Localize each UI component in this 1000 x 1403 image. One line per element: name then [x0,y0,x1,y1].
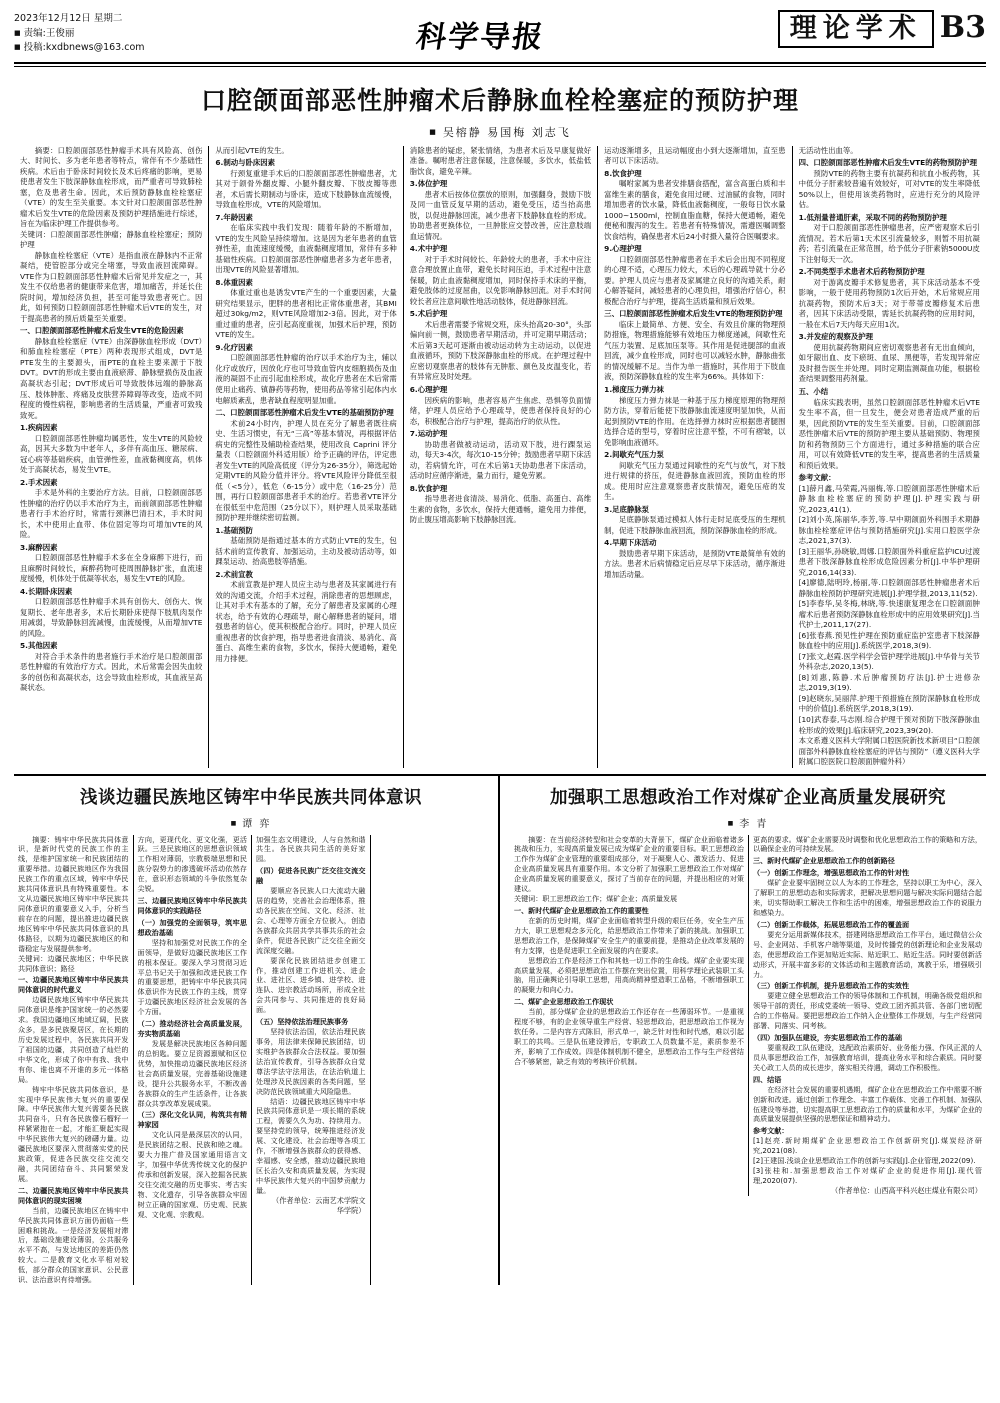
paragraph: 思想政治工作是经济工作和其他一切工作的生命线。煤矿企业要实现高质量发展，必须把思想政治工作摆在突出位置，用科学理论武装职工头脑，用正确舆论引导职工思想，用高尚精神塑造职工品格，不断增强职工的凝聚力和向心力。 [514,955,744,995]
paragraph: 在经济社会发展的重要机遇期，煤矿企业在思想政治工作中需要不断创新和改进。通过创新工作理念、丰富工作载体、完善工作机制、加强队伍建设等举措，切实提高职工思想政治工作的质量和水平，为煤矿企业的高质量发展提供坚强的思想保证和精神动力。 [753,1084,982,1124]
paragraph: 方向，更现代化、更文化强，更活跃。三是民族地区的思想意识领域工作相对薄弱，宗教极端思想和民族分裂势力的渗透破坏活动依然存在，意识形态领域的斗争依然复杂尖锐。 [137,834,247,894]
section-heading: 三、口腔颌面部恶性肿瘤术后发生VTE的物理预防护理 [604,309,783,319]
section-header [778,10,986,48]
paragraph: 间歇充气压力泵通过间歇性的充气与放气，对下肢进行规律的挤压，促进静脉血液回流，预防血栓的形成。使用时应注意观察患者皮肤情况，避免压疮的发生。 [604,460,786,502]
paragraph: 足底静脉泵通过模拟人体行走时足底受压的生理机制，促进下肢静脉血液回流，预防深静脉血栓的形成。 [604,515,786,535]
paragraph: 铸牢中华民族共同体意识，是实现中华民族伟大复兴的重要保障。中华民族伟大复兴需要各民族共同奋斗，只有各民族像石榴籽一样紧紧抱在一起，才能汇聚起实现中华民族伟大复兴的磅礴力量。边疆民族地区要深入贯彻落实党的民族政策，促进各民族交往交流交融，共同团结奋斗、共同繁荣发展。 [18,1084,129,1183]
subheading: 8.饮食护理 [409,483,448,493]
reference-item: [3]王丽华,孙晓敏,周娜.口腔颌面外科重症监护ICU过渡患者下肢深静脉血栓形成危险因素分析[J].中华护理研究,2016,14(33). [798,546,980,577]
section-heading: 二、口腔颌面部恶性肿瘤术后发生VTE的基础预防护理 [215,408,394,418]
section-heading: 四、口腔颌面部恶性肿瘤术后发生VTE的药物预防护理 [798,158,977,168]
subheading: 2.不同类型手术患者术后药物预防护理 [798,267,925,277]
article3-title: 加强职工思想政治工作对煤矿企业高质量发展研究 [550,787,946,808]
paragraph: 基础预防是指通过基本的方式防止VTE的发生，包括术前的宣传教育、加强运动，主动及被动活动等，如踝泵运动、抬高患肢等措施。 [215,536,397,567]
paper-logo: 科学导报 [414,20,547,55]
paragraph: 临床上最简单、方便、安全、有效且价廉的物理预防措施，物理措施能够有效地压力梯度递减，间歇性充气压力装置、足底加压泵等。其作用是促进腿部的血液回流，减少血栓形成，同时也可以减轻水肿，静脉曲张的情况缓解不足。当作为单一措施时，其作用于下肢血液，预防深静脉血栓的发生率为66%。具体如下： [604,319,786,382]
subheading: 7.运动护理 [409,429,448,439]
paragraph: 术后患者需要予常规交班，床头抬高20-30°，头部偏向前一侧，鼓励患者早期活动，并可定期早期活动；术后第3天起可逐渐由被动运动转为主动运动，以促进血液循环，预防下肢深静脉血栓的形成。在护理过程中应密切观察患者的肢体有无肿胀、颜色及皮温变化，若有异常应及时处理。 [409,319,592,382]
paragraph: 发展是解决民族地区各种问题的总钥匙。要立足资源禀赋和区位优势，加快推动边疆民族地区经济社会高质量发展，完善基础设施建设，提升公共服务水平，不断改善各族群众的生产生活条件，让各族群众共享改革发展成果。 [137,1039,247,1108]
paragraph: 预防VTE的药物主要有抗凝药和抗血小板药物，其中低分子肝素较普遍有效较好，可对VTE的发生率降低50%以上，但使用该类药物时，应进行充分的风险评估。 [798,168,980,210]
reference-item: [8]刘惠,陈静.术后肿瘤预防疗法[J].护士进修杂志,2019,3(19). [798,672,980,693]
article1-column-1 [14,146,208,768]
subheading: 5.术后护理 [409,309,448,319]
article3 [500,776,986,1285]
article2 [14,776,500,1285]
submission-email: ■ 投稿:kxdbnews@163.com [14,41,145,56]
paragraph: 坚持和加强党对民族工作的全面领导，是做好边疆民族地区工作的根本保证。要深入学习贯彻习近平总书记关于加强和改进民族工作的重要思想，把铸牢中华民族共同体意识作为民族工作的主线，贯穿于边疆民族地区经济社会发展的各个方面。 [137,937,247,1017]
paragraph: 坚持依法治国，依法治理民族事务，用法律来保障民族团结，切实维护各族群众合法权益。要加强法治宣传教育，引导各族群众自觉尊法学法守法用法，在法治轨道上处理涉及民族因素的各类问题，坚决防范民族领域重大风险隐患。 [256,1027,366,1096]
subheading: 2.手术因素 [20,477,58,487]
paragraph: 结语：边疆民族地区铸牢中华民族共同体意识是一项长期的系统工程，需要久久为功、持续用力。要坚持党的领导，统筹推进经济发展、文化建设、社会治理等各项工作，不断增强各族群众的获得感、幸福感、安全感，推动边疆民族地区长治久安和高质量发展，为实现中华民族伟大复兴的中国梦贡献力量。 [256,1096,366,1195]
subheading: （三）深化文化认同，构筑共有精神家园 [137,1110,247,1130]
paragraph: 体重过重也是诱发VTE产生的一个重要因素，大量研究结果显示，肥胖的患者相比正常体重患者，其BMI超过30kg/m2，则VTE风险增加2-3倍。因此，对于体重过重的患者，应引起高度重视，加强术后护理，预防VTE的发生。 [215,288,397,340]
lower-section [0,776,1000,1285]
reference-item: [10]武春泰,马志刚.综合护理干预对预防下肢深静脉血栓形成的效果[J].临床研究,2023,39(20). [798,714,980,735]
paragraph: 加强生态文明建设，人与自然和谐共生。各民族共同生活的美好家园。 [256,834,366,864]
subheading: 3.麻醉因素 [20,542,58,552]
section-heading: 一、口腔颌面部恶性肿瘤术后发生VTE的危险因素 [20,326,184,336]
subheading: 3.体位护理 [409,179,448,189]
keywords: 关键词：边疆民族地区；中华民族共同体意识；路径 [18,953,129,973]
references-heading: 参考文献： [798,473,836,483]
paragraph: 口腔颌面部恶性肿瘤手术具有创伤大、创伤大、恢复期长、老年患者多，术后长期卧床使得下肢肌肉泵作用减弱，导致静脉回流减慢，血流缓慢，从而增加VTE的风险。 [20,597,203,638]
article2-column-2 [133,835,252,1285]
section-heading: 三、边疆民族地区铸牢中华民族共同体意识的实践路径 [137,896,247,916]
section-heading: 一、新时代煤矿企业思想政治工作的重要性 [514,906,649,916]
article2-title: 浅谈边疆民族地区铸牢中华民族共同体意识 [80,787,422,808]
paragraph: 无活动性出血等。 [798,145,858,155]
paragraph: 指导患者进食清淡、易消化、低脂、高蛋白、高维生素的食物，多饮水，保持大便通畅，避免用力排便，防止腹压增高影响下肢静脉回流。 [409,494,592,525]
paragraph: 更高的要求。煤矿企业需要及时调整和优化思想政治工作的策略和方法，以确保企业的可持续发展。 [753,834,982,854]
article-lead [0,67,1000,768]
paragraph: 文化认同是最深层次的认同，是民族团结之根、民族和睦之魂。要大力推广普及国家通用语言文字，加强中华优秀传统文化的保护传承和创新发展，深入挖掘各民族交往交流交融的历史事实、考古实物、文化遗存，引导各族群众牢固树立正确的国家观、历史观、民族观、文化观、宗教观。 [137,1130,247,1219]
article2-column-3 [251,835,370,1285]
paragraph: 摘要：在当前经济转型和社会变革的大背景下，煤矿企业面临着诸多挑战和压力，实现高质量发展已成为煤矿企业的重要目标。职工思想政治工作作为煤矿企业管理的重要组成部分，对于凝聚人心、激发活力、促进企业高质量发展具有重要作用。本文分析了加强职工思想政治工作对煤矿企业高质量发展的重要意义，探讨了当前存在的问题，并提出相应的对策建议。 [514,834,744,894]
paragraph: 当前，边疆民族地区在铸牢中华民族共同体意识方面仍面临一些困难和挑战。一是经济发展相对滞后，基础设施建设薄弱，公共服务水平不高，与发达地区的差距仍然较大。二是教育文化水平相对较低，部分群众的国家意识、公民意识、法治意识有待增强。 [18,1205,129,1285]
section-title: 理论学术 [778,10,934,48]
subheading: （五）坚持依法治理民族事务 [256,1017,349,1027]
paragraph: 行颈复重建手术后的口腔颌面部恶性肿瘤患者，尤其对于颌骨外翻皮瓣、小腿外翻皮瓣、下肢皮瓣等患者，术后需长期制动与卧床，造成下肢静脉血流缓慢，导致血栓形成，VTE的风险增加。 [215,168,397,210]
paragraph: 从而引起VTE的发生。 [215,145,289,155]
subheading: 9.心理护理 [604,244,642,254]
paragraph: 手术是外科的主要治疗方法。目前，口腔颌面部恶性肿瘤的治疗仍以手术治疗为主，而前颌面部恶性肿瘤患者行手术治疗时，常需行颈淋巴清扫术，手术时间长，术中使用止血带、体位固定等均可增加VTE的风险。 [20,488,203,540]
section-heading: 二、煤矿企业思想政治工作现状 [514,997,614,1007]
paragraph: 摘要：铸牢中华民族共同体意识，是新时代党的民族工作的主线，是维护国家统一和民族团结的重要举措。边疆民族地区作为我国民族工作的重点区域，铸牢中华民族共同体意识具有特殊重要性。本文从边疆民族地区铸牢中华民族共同体意识的重要意义入手，分析当前存在的问题，提出推进边疆民族地区铸牢中华民族共同体意识的具体路径，以期为边疆民族地区的和谐稳定与发展提供参考。 [18,834,129,953]
paragraph: 术前24小时内，护理人员在充分了解患者既往病史、生活习惯史，有无“三高”等基本情况，再根据评估病史的完整性及辅助检查结果，使用改良 Caprini 评分量表（口腔颌面外科适用版）给予正确的评估，评定患者发生VTE的风险高低度（评分为26-35分），筛选起始定期VTE的风险分值并评分。将VTE风险评分降低至很低（<5分），低危（6-15分）或中危（16-25分）范围，再行口腔颌面部患者手术的治疗。若患者VTE评分在很低至中危范围（25分以下），则护理人员采取基础预防护理并继续密切监测。 [215,418,397,523]
masthead-info [14,10,145,56]
subheading: （二）创新工作载体，拓展思想政治工作的覆盖面 [753,919,910,929]
paragraph: 使用抗凝药物期间应密切观察患者有无出血倾向，如牙龈出血、皮下瘀斑、血尿、黑便等，若发现异常应及时报告医生并处理。同时定期监测凝血功能，根据检查结果调整用药剂量。 [798,342,980,384]
paragraph: 对于游离皮瓣手术修复患者，其下床活动基本不受影响，一般于使用药物预防1次后开始，术后常规应用抗凝药物，预防术后3天；对于带蒂皮瓣修复术后患者，因其下床活动受限，需延长抗凝药物的应用时间，一般在术后7天内每天应用1次。 [798,277,980,329]
paragraph: 口腔颌面部恶性肿瘤手术多在全身麻醉下进行，而且麻醉时间较长，麻醉药物可使周围静脉扩张，血流速度缓慢，机体处于低凝等状态，易发生VTE的风险。 [20,553,203,584]
reference-item: [1]薛月鑫,马荣霞,冯丽梅,等.口腔颌面部恶性肿瘤术后静脉血栓栓塞症的预防护理[J].护理实践与研究,2023,41(1). [798,483,980,514]
article2-signature: （作者单位：云南艺术学院文华学院） [272,1195,366,1215]
subheading: 9.化疗因素 [215,342,253,352]
masthead [0,0,1000,60]
section-heading: 一、边疆民族地区铸牢中华民族共同体意识的时代意义 [18,975,129,995]
paragraph: 嘱咐家属为患者安排膳食搭配，富含高蛋白质和丰富维生素的膳食，避免食用过硬、过油腻的食物，同时增加患者的饮水量，降低血液黏稠度，一般每日饮水量1000~1500ml，控制血脂血糖，保持大便通畅，避免便秘和腹泻的发生。若患者有特殊情况，需遵医嘱调整饮食结构，确保患者术后24小时摄入量符合医嘱要求。 [604,179,786,241]
paragraph: 静脉血栓栓塞症（VTE）是指血液在静脉内不正常凝结，使管腔部分或完全堵塞，导致血液回流障碍。VTE作为口腔颌面部恶性肿瘤术后常见并发症之一，其发生不仅给患者的健康带来危害，增加痛苦，并延长住院时间，增加经济负担，甚至可能导致患者死亡。因此，如何预防口腔颌面部恶性肿瘤术后VTE的发生，对于提高患者的预后质量至关重要。 [20,250,203,323]
editor-name: ■ 责编:王俊丽 [14,27,145,42]
paragraph: 对于口腔颌面部恶性肿瘤患者，应严密观察术后引流情况。若术后第1天术区引流量较多，则暂不用抗凝药；若引流量在正常范围，给予低分子肝素钠5000U皮下注射每天一次。 [798,223,980,264]
article1-column-2 [208,146,402,768]
section-heading: 三、新时代煤矿企业思想政治工作的创新路径 [753,856,895,866]
article3-column-1 [510,835,748,1196]
subheading: 8.饮食护理 [604,168,642,178]
reference-item: [9]赵晓东,吴丽萍.护理干预措施在预防深静脉血栓形成中的价值[J].系统医学,2018,3(19). [798,693,980,714]
page-number: B3 [939,10,986,46]
paragraph: 在新的历史时期，煤矿企业面临着转型升级的艰巨任务，安全生产压力大，职工思想观念多元化，给思想政治工作带来了新的挑战。加强职工思想政治工作，是保障煤矿安全生产的重要前提，是推动企业改革发展的有力支撑，也是促进职工全面发展的内在要求。 [514,915,744,955]
paragraph: 术前宣教是护理人员应主动与患者及其家属进行有效的沟通交流，介绍手术过程，消除患者的思想顾虑，让其对手术有基本的了解，充分了解患者及家属的心理状态，给予有效的心理疏导，耐心解释患者的疑问，增强患者的信心，使其积极配合治疗。同时，护理人员应重视患者的饮食护理，指导患者进食清淡、易消化、高蛋白、高维生素的食物，多饮水，保持大便通畅，避免用力排便。 [215,580,397,663]
keywords: 关键词：职工思想政治工作；煤矿企业；高质量发展 [514,894,678,904]
paragraph: 对符合手术条件的患者施行手术治疗是口腔颌面部恶性肿瘤的有效治疗方式。因此，术后常需会因失血较多的创伤和高凝状态，这会导致血栓形成，其血液呈高凝状态。 [20,651,203,693]
subheading: 1.梯度压力弹力袜 [604,385,664,394]
subheading: （四）促进各民族广泛交往交流交融 [256,866,366,886]
paragraph: 口腔颌面部恶性肿瘤的治疗以手术治疗为主，辅以化疗或放疗，因放化疗也可导致血管内皮细胞损伤及血液的凝固不止而引起血栓形成，故化疗患者在术后常需使用止痛药、镇静药等药物，使用药品等常引起体内水电解质紊乱，患者缺血程度明显加重。 [215,353,397,405]
subheading: 4.长期卧床因素 [20,586,73,596]
subheading: 1.疾病因素 [20,423,58,433]
reference-item: [2]刘小英,陈丽华,李芳,等.早中期颌面外科围手术期静脉血栓栓塞症评估与预防措施研究[J].实用口腔医学杂志,2021,37(3). [798,515,980,546]
paragraph: 梯度压力弹力袜是一种基于压力梯度原理的物理预防方法，穿着后能使下肢静脉血流速度明显加快，从而起到预防VTE的作用。在选择弹力袜时应根据患者腿围选择合适的型号，穿着时应注意平整，不可有褶皱，以免影响血液循环。 [604,395,786,447]
paragraph: 在临床实践中我们发现：随着年龄的不断增加，VTE的发生风险呈持续增加。这是因为老年患者的血管弹性差，血流速度缓慢，血液黏稠度增加，常伴有多种基础性疾病。口腔颌面部恶性肿瘤患者多为老年患者，出现VTE的风险显著增加。 [215,223,397,275]
paragraph: 静脉血栓栓塞症（VTE）由深静脉血栓形成（DVT）和肺血栓栓塞症（PTE）两种表现形式组成，DVT是PTE发生的主要源头，而PTE的血栓主要来源于下肢DVT。DVT的形成主要由血液瘀滞、静脉壁损伤及血液高凝状态引起；DVT形成后可导致肢体远端的静脉高压、肢体肿胀、疼痛及皮肤营养障碍等改变，造成不同程度的慢性病程，影响患者的生活质量，严重者可致残致死。 [20,336,203,420]
subheading: 2.术前宣教 [215,569,253,579]
subheading: （二）推动经济社会高质量发展，夯实物质基础 [137,1019,247,1039]
reference-item: [6]张春燕.预见性护理在预防重症监护室患者下肢深静脉血栓中的应用[J].系统医学,2018,3(9). [798,630,980,651]
subheading: 6.制动与卧床因素 [215,158,276,168]
article2-column-4 [370,835,489,1285]
paragraph: 对于手术时间较长、年龄较大的患者，手术中应注意合理放置止血带，避免长时间压迫，手术过程中注意保暖，防止血液黏稠度增加，同时保持手术床的平衡，避免肢体的过度屈曲，以免影响静脉回流。对手术时间较长者应注意间歇性地活动肢体，促进静脉回流。 [409,254,592,306]
section-heading: 四、结语 [753,1074,782,1084]
subheading: 4.早期下床活动 [604,538,657,548]
subheading: （三）创新工作机制，提升思想政治工作的实效性 [753,981,910,991]
subheading: 1.基础预防 [215,525,253,535]
subheading: （四）加强队伍建设，夯实思想政治工作的基础 [753,1033,902,1043]
subheading: 8.体重因素 [215,277,253,287]
article2-column-1 [14,835,133,1285]
article1-byline: ■ 吴榕静 易国梅 刘志飞 [14,124,986,140]
reference-item: [5]李春华,吴冬梅,林晓,等.快速康复理念在口腔颌面肿瘤术后患者预防深静脉血栓形成中的应用效果研究[J].当代护士,2011,17(27). [798,599,980,630]
paragraph: 边疆民族地区铸牢中华民族共同体意识是维护国家统一的必然要求。我国边疆地区地域辽阔，民族众多，是多民族聚居区，在长期的历史发展过程中，各民族共同开发了祖国的边疆，共同创造了灿烂的中华文化，形成了你中有我、我中有你、谁也离不开谁的多元一体格局。 [18,995,129,1084]
reference-item: [4]廖德,陆明玲,杨丽,等.口腔颌面部恶性肿瘤患者术后静脉血栓预防护理研究进展[J].护理学报,2013,11(52). [798,578,980,598]
subheading: 五、小结 [798,387,829,396]
reference-item: [1]赵亮.新时期煤矿企业思想政治工作创新研究[J].煤炭经济研究,2021(08). [753,1136,982,1156]
subheading: 7.年龄因素 [215,212,253,222]
article1-column-4 [597,146,791,768]
paragraph: 摘要：口腔颌面部恶性肿瘤手术具有风险高、创伤大、时间长、多为老年患者等特点，常伴有不少基础性疾病。术后由于卧床时间较长及术后疼痛的影响，更易使患者发生下肢深静脉血栓形成，而严重者可导致肺栓塞，危及患者生命。因此，术后预防静脉血栓栓塞症（VTE）的发生至关重要。本文针对口腔颌面部恶性肿瘤术后发生VTE的危险因素及预防护理措施进行综述，旨在为临床护理工作提供参考。 [20,145,203,229]
paragraph: 鼓励患者早期下床活动，是预防VTE最简单有效的方法。患者术后病情稳定后应尽早下床活动，循序渐进增加活动量。 [604,548,786,579]
article1-title: 口腔颌面部恶性肿瘤术后静脉血栓栓塞症的预防护理 [200,85,799,115]
subheading: 3.足底静脉泵 [604,504,650,514]
paragraph: 口腔颌面部恶性肿瘤均属恶性，发生VTE的风险较高，因其大多数为中老年人，多伴有高血压、糖尿病、冠心病等基础疾病，血管弹性差，血液黏稠度高，机体处于高凝状态，易发生VTE。 [20,433,203,475]
article1-column-3 [403,146,597,768]
article3-signature: （作者单位：山西高平科兴赵庄煤业有限公司） [831,1185,982,1195]
issue-date: 2023年12月12日 星期二 [14,13,123,24]
paragraph: 要重视政工队伍建设，选配政治素质好、业务能力强、作风正派的人员从事思想政治工作，加强教育培训，提高业务水平和综合素质。同时要关心政工人员的成长进步，落实相关待遇，调动工作积极性。 [753,1043,982,1072]
paragraph: 临床实践表明，虽然口腔颌面部恶性肿瘤术后VTE发生率不高，但一旦发生，便会对患者造成严重的后果，因此预防VTE的发生至关重要。目前，口腔颌面部恶性肿瘤术后VTE的预防护理主要从基础预防、物理预防和药物预防三个方面进行，通过多种措施的联合应用，可以有效降低VTE的发生率，提高患者的生活质量和预后效果。 [798,397,980,470]
reference-item: [7]张文,赵霞.医学科学会管护理学进展[J].中华骨与关节外科杂志,2020,13(5). [798,651,980,672]
paragraph: 当前，部分煤矿企业的思想政治工作还存在一些薄弱环节。一是重视程度不够，有的企业领导重生产经营、轻思想政治，把思想政治工作视为软任务。二是内容方式陈旧，形式单一，缺乏针对性和时代感，难以引起职工的共鸣。三是队伍建设滞后，专职政工人员数量不足，素质参差不齐，影响了工作成效。四是体制机制不健全，思想政治工作与生产经营结合不够紧密，缺乏有效的考核评价机制。 [514,1007,744,1066]
paragraph: 协助患者做被动运动，活动双下肢，进行踝泵运动，每天3-4次，每次10-15分钟；鼓励患者早期下床活动，若病情允许，可在术后第1天协助患者下床活动，活动时应循序渐进，量力而行，避免劳累。 [409,439,592,481]
subheading: 6.心理护理 [409,385,448,394]
subheading: 4.术中护理 [409,244,448,254]
paragraph: 要深化民族团结进步创建工作，推动创建工作进机关、进企业、进社区、进乡镇、进学校、进连队、进宗教活动场所，形成全社会共同参与、共同推进的良好局面。 [256,955,366,1015]
article1-column-5 [792,146,986,768]
paragraph: 要充分运用新媒体技术，搭建网络思想政治工作平台，通过微信公众号、企业网站、手机客户端等渠道，及时传播党的创新理论和企业发展动态，使思想政治工作更加贴近实际、贴近职工、贴近生活。同时要创新活动形式，开展丰富多彩的文体活动和主题教育活动，寓教于乐，增强吸引力。 [753,929,982,979]
paragraph: 要顺应各民族人口大流动大融居的趋势，完善社会治理体系，推动各民族在空间、文化、经济、社会、心理等方面全方位嵌入，创造各族群众共居共学共事共乐的社会条件，促进各民族广泛交往全面交流深度交融。 [256,886,366,955]
paragraph: 因疾病的影响，患者容易产生焦虑、恐惧等负面情绪，护理人员应给予心理疏导，使患者保持良好的心态，积极配合治疗与护理，提高治疗的依从性。 [409,395,592,426]
article1-columns [14,146,986,768]
subheading: 1.低剂量普通肝素，采取不同的药物预防护理 [798,212,947,222]
paragraph: 消除患者的疑虑，紧张情绪，为患者术后及早康复做好准备。嘱咐患者注意保暖，注意保暖，多饮水，低盐低脂饮食，避免辛辣。 [409,145,592,176]
article2-columns [14,835,488,1285]
paragraph: 口腔颌面部恶性肿瘤患者在手术后会出现不同程度的心理不适，心理压力较大，术后的心理疏导就十分必要。护理人员应与患者及家属建立良好的沟通关系，耐心解答疑问，减轻患者的心理负担，增强治疗信心，积极配合治疗与护理，提高生活质量和预后效果。 [604,254,786,306]
paragraph: 运动逐渐增多，且运动幅度由小到大逐渐增加，直至患者可以下床活动。 [604,145,786,166]
subheading: 2.间歇充气压力泵 [604,450,664,460]
subheading: 5.其他因素 [20,641,58,651]
section-heading: 二、边疆民族地区铸牢中华民族共同体意识的现实困境 [18,1185,129,1205]
paragraph: 患者术后按体位摆放的原则，加强翻身，鼓励下肢及同一血管反复早期的活动，避免受压，适当抬高患肢，以促进静脉回流，减少患者下肢静脉血栓的形成。协助患者更换体位，一旦肿胀应交替改善，应注意肢端血运情况。 [409,189,592,241]
reference-item: [3]张桂和.加强思想政治工作对煤矿企业的促进作用[J].现代管理,2020(07). [753,1166,982,1185]
paragraph: 煤矿企业要牢固树立以人为本的工作理念，坚持以职工为中心，深入了解职工的思想动态和实际需求，把解决思想问题与解决实际问题结合起来，切实帮助职工解决工作和生活中的困难，增强思想政治工作的说服力和感染力。 [753,878,982,918]
paragraph: 要建立健全思想政治工作的领导体制和工作机制，明确各级党组织和领导干部的责任，形成党委统一领导、党政工团齐抓共管、各部门密切配合的工作格局。要把思想政治工作纳入企业整体工作规划，与生产经营同部署、同落实、同考核。 [753,991,982,1031]
article3-columns [510,835,986,1196]
keywords: 关键词：口腔颌面部恶性肿瘤；静脉血栓栓塞症；预防护理 [20,229,203,250]
subheading: （一）加强党的全面领导，筑牢思想政治基础 [137,917,247,937]
reference-item: [2]王建国.浅谈企业思想政治工作的创新与实践[J].企业管理,2022(09). [753,1156,976,1166]
masthead-rule-thick [14,62,986,64]
references-heading: 参考文献： [753,1126,789,1136]
article3-column-2 [748,835,986,1196]
funding-note: 本文系遵义医科大学附属口腔医院新技术新项目“口腔颌面部外科静脉血栓栓塞症的评估与预防”（遵义医科大学附属口腔医院口腔颌面肿瘤外科） [798,736,980,767]
article2-byline: ■ 谭 弈 [14,815,488,830]
subheading: （一）创新工作理念，增强思想政治工作的针对性 [753,868,910,878]
subheading: 3.并发症的观察及护理 [798,332,874,342]
article3-byline: ■ 李 青 [510,815,986,830]
